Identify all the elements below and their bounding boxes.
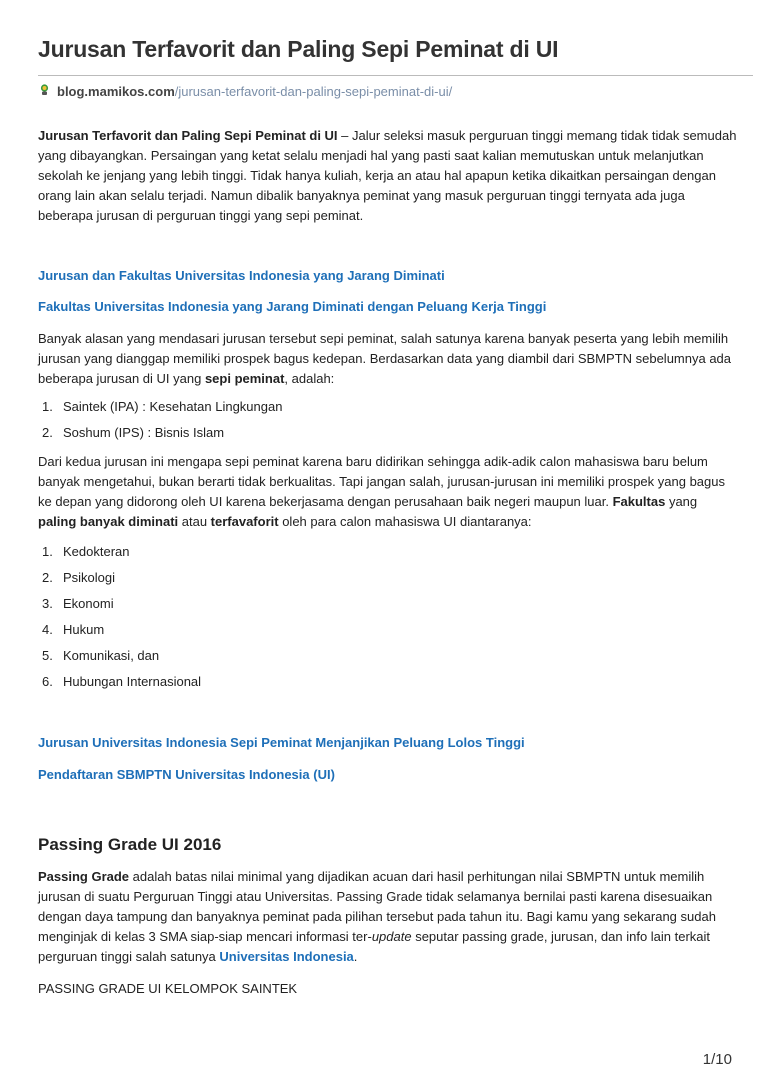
- list-item: 1. Saintek (IPA) : Kesehatan Lingkungan: [42, 399, 283, 414]
- favorite-text: Dari kedua jurusan ini mengapa sepi peminat karena baru didirikan sehingga adik-adik calon mahasiswa baru belum banyak mengetahui, bukan berarti tidak berkualitas. Tapi jangan salah, jurusan-jurusan ini memiliki prospek yang bagus ke depan yang didorong oleh UI karena bekerjasama dengan perusahaan baik negeri maupun luar.: [38, 454, 725, 509]
- intro-paragraph: [38, 126, 738, 226]
- intro-text: – Jalur seleksi masuk perguruan tinggi memang tidak tidak semudah yang dibayangkan. Persaingan yang ketat selalu menjadi hal yang pasti saat kalian memutuskan untuk melanjutkan sekolah ke jenjang yang lebih tinggi. Tidak hanya kuliah, kerja an atau hal apapun ketika dikaitkan persaingan dengan orang lain akan selalu terjadi. Namun dibalik banyaknya peminat yang masuk perguruan tinggi ternyata ada juga beberapa jurusan di perguruan tinggi yang sepi peminat.: [38, 128, 737, 223]
- passing-grade-bold: Passing Grade: [38, 869, 130, 884]
- universitas-indonesia-link[interactable]: Universitas Indonesia: [219, 949, 354, 964]
- related-link-1[interactable]: Jurusan dan Fakultas Universitas Indonesia yang Jarang Diminati: [38, 268, 445, 283]
- list-item: 2. Psikologi: [42, 570, 116, 585]
- source-domain[interactable]: blog.mamikos.com: [57, 84, 175, 99]
- list-item-text: Saintek (IPA) : Kesehatan Lingkungan: [63, 399, 283, 414]
- reason-text: Banyak alasan yang mendasari jurusan tersebut sepi peminat, salah satunya karena banyak peserta yang lebih memilih jurusan yang dianggap memiliki prospek bagus kedepan. Berdasarkan data yang diambil dari SBMPTN sebelumnya ada beberapa jurusan di UI yang: [38, 331, 732, 386]
- reason-bold: sepi peminat: [204, 371, 285, 386]
- passing-grade-italic: update: [371, 929, 412, 944]
- saintek-caption: PASSING GRADE UI KELOMPOK SAINTEK: [38, 981, 298, 996]
- page-title: Jurusan Terfavorit dan Paling Sepi Peminat di UI: [38, 36, 559, 62]
- list-item: 4. Hukum: [42, 622, 105, 637]
- source-url[interactable]: [38, 84, 452, 99]
- list-item-text: Soshum (IPS) : Bisnis Islam: [63, 425, 225, 440]
- passing-grade-text: adalah batas nilai minimal yang dijadikan acuan dari hasil perhitungan nilai SBMPTN untuk memilih jurusan di suatu Perguruan Tinggi atau Universitas. Passing Grade tidak selamanya bernilai pasti karena disesuaikan dengan daya tampung dan banyaknya peminat pada pilihan tersebut pada tahun itu. Bagi kamu yang sekarang sudah menginjak di kelas 3 SMA siap-siap mencari informasi ter-: [38, 869, 716, 944]
- list-item: 6. Hubungan Internasional: [42, 674, 202, 689]
- favorite-bold-2: paling banyak diminati: [38, 514, 179, 529]
- favorite-bold-1: Fakultas: [612, 494, 666, 509]
- list-item-text: Komunikasi, dan: [63, 648, 160, 663]
- intro-bold: Jurusan Terfavorit dan Paling Sepi Peminat di UI: [38, 128, 338, 143]
- related-link-2[interactable]: Fakultas Universitas Indonesia yang Jarang Diminati dengan Peluang Kerja Tinggi: [38, 299, 547, 314]
- favorite-paragraph: [38, 452, 738, 532]
- section-heading: Passing Grade UI 2016: [38, 835, 222, 854]
- favorite-text-2: atau: [178, 514, 211, 529]
- unpopular-majors-list: [38, 394, 738, 446]
- list-item-text: Psikologi: [63, 570, 116, 585]
- list-item: 1. Kedokteran: [42, 544, 130, 559]
- list-item-text: Ekonomi: [63, 596, 114, 611]
- favorite-text-1: yang: [665, 494, 698, 509]
- passing-grade-paragraph: [38, 867, 738, 967]
- passing-grade-text-2: seputar passing grade, jurusan, dan info lain terkait perguruan tinggi salah satunya: [38, 929, 711, 964]
- list-item: 5. Komunikasi, dan: [42, 648, 160, 663]
- related-link-4[interactable]: Pendaftaran SBMPTN Universitas Indonesia (UI): [38, 767, 335, 782]
- list-item-text: Kedokteran: [63, 544, 130, 559]
- list-item: 3. Ekonomi: [42, 596, 114, 611]
- list-item-text: Hukum: [63, 622, 105, 637]
- reason-tail: , adalah:: [284, 371, 335, 386]
- page-number: 1/10: [702, 1051, 732, 1068]
- list-item: 2. Soshum (IPS) : Bisnis Islam: [42, 425, 225, 440]
- passing-grade-end: .: [353, 949, 358, 964]
- favorite-faculties-list: [38, 539, 738, 695]
- reason-paragraph: [38, 329, 738, 389]
- favorite-text-3: oleh para calon mahasiswa UI diantaranya:: [278, 514, 532, 529]
- source-path[interactable]: /jurusan-terfavorit-dan-paling-sepi-peminat-di-ui/: [174, 84, 453, 99]
- list-item-text: Hubungan Internasional: [63, 674, 202, 689]
- favorite-bold-3: terfavaforit: [210, 514, 279, 529]
- related-link-3[interactable]: Jurusan Universitas Indonesia Sepi Peminat Menjanjikan Peluang Lolos Tinggi: [38, 735, 525, 750]
- title-divider: [38, 75, 753, 76]
- article-body: [38, 126, 738, 999]
- mamikos-logo-icon: [38, 83, 51, 96]
